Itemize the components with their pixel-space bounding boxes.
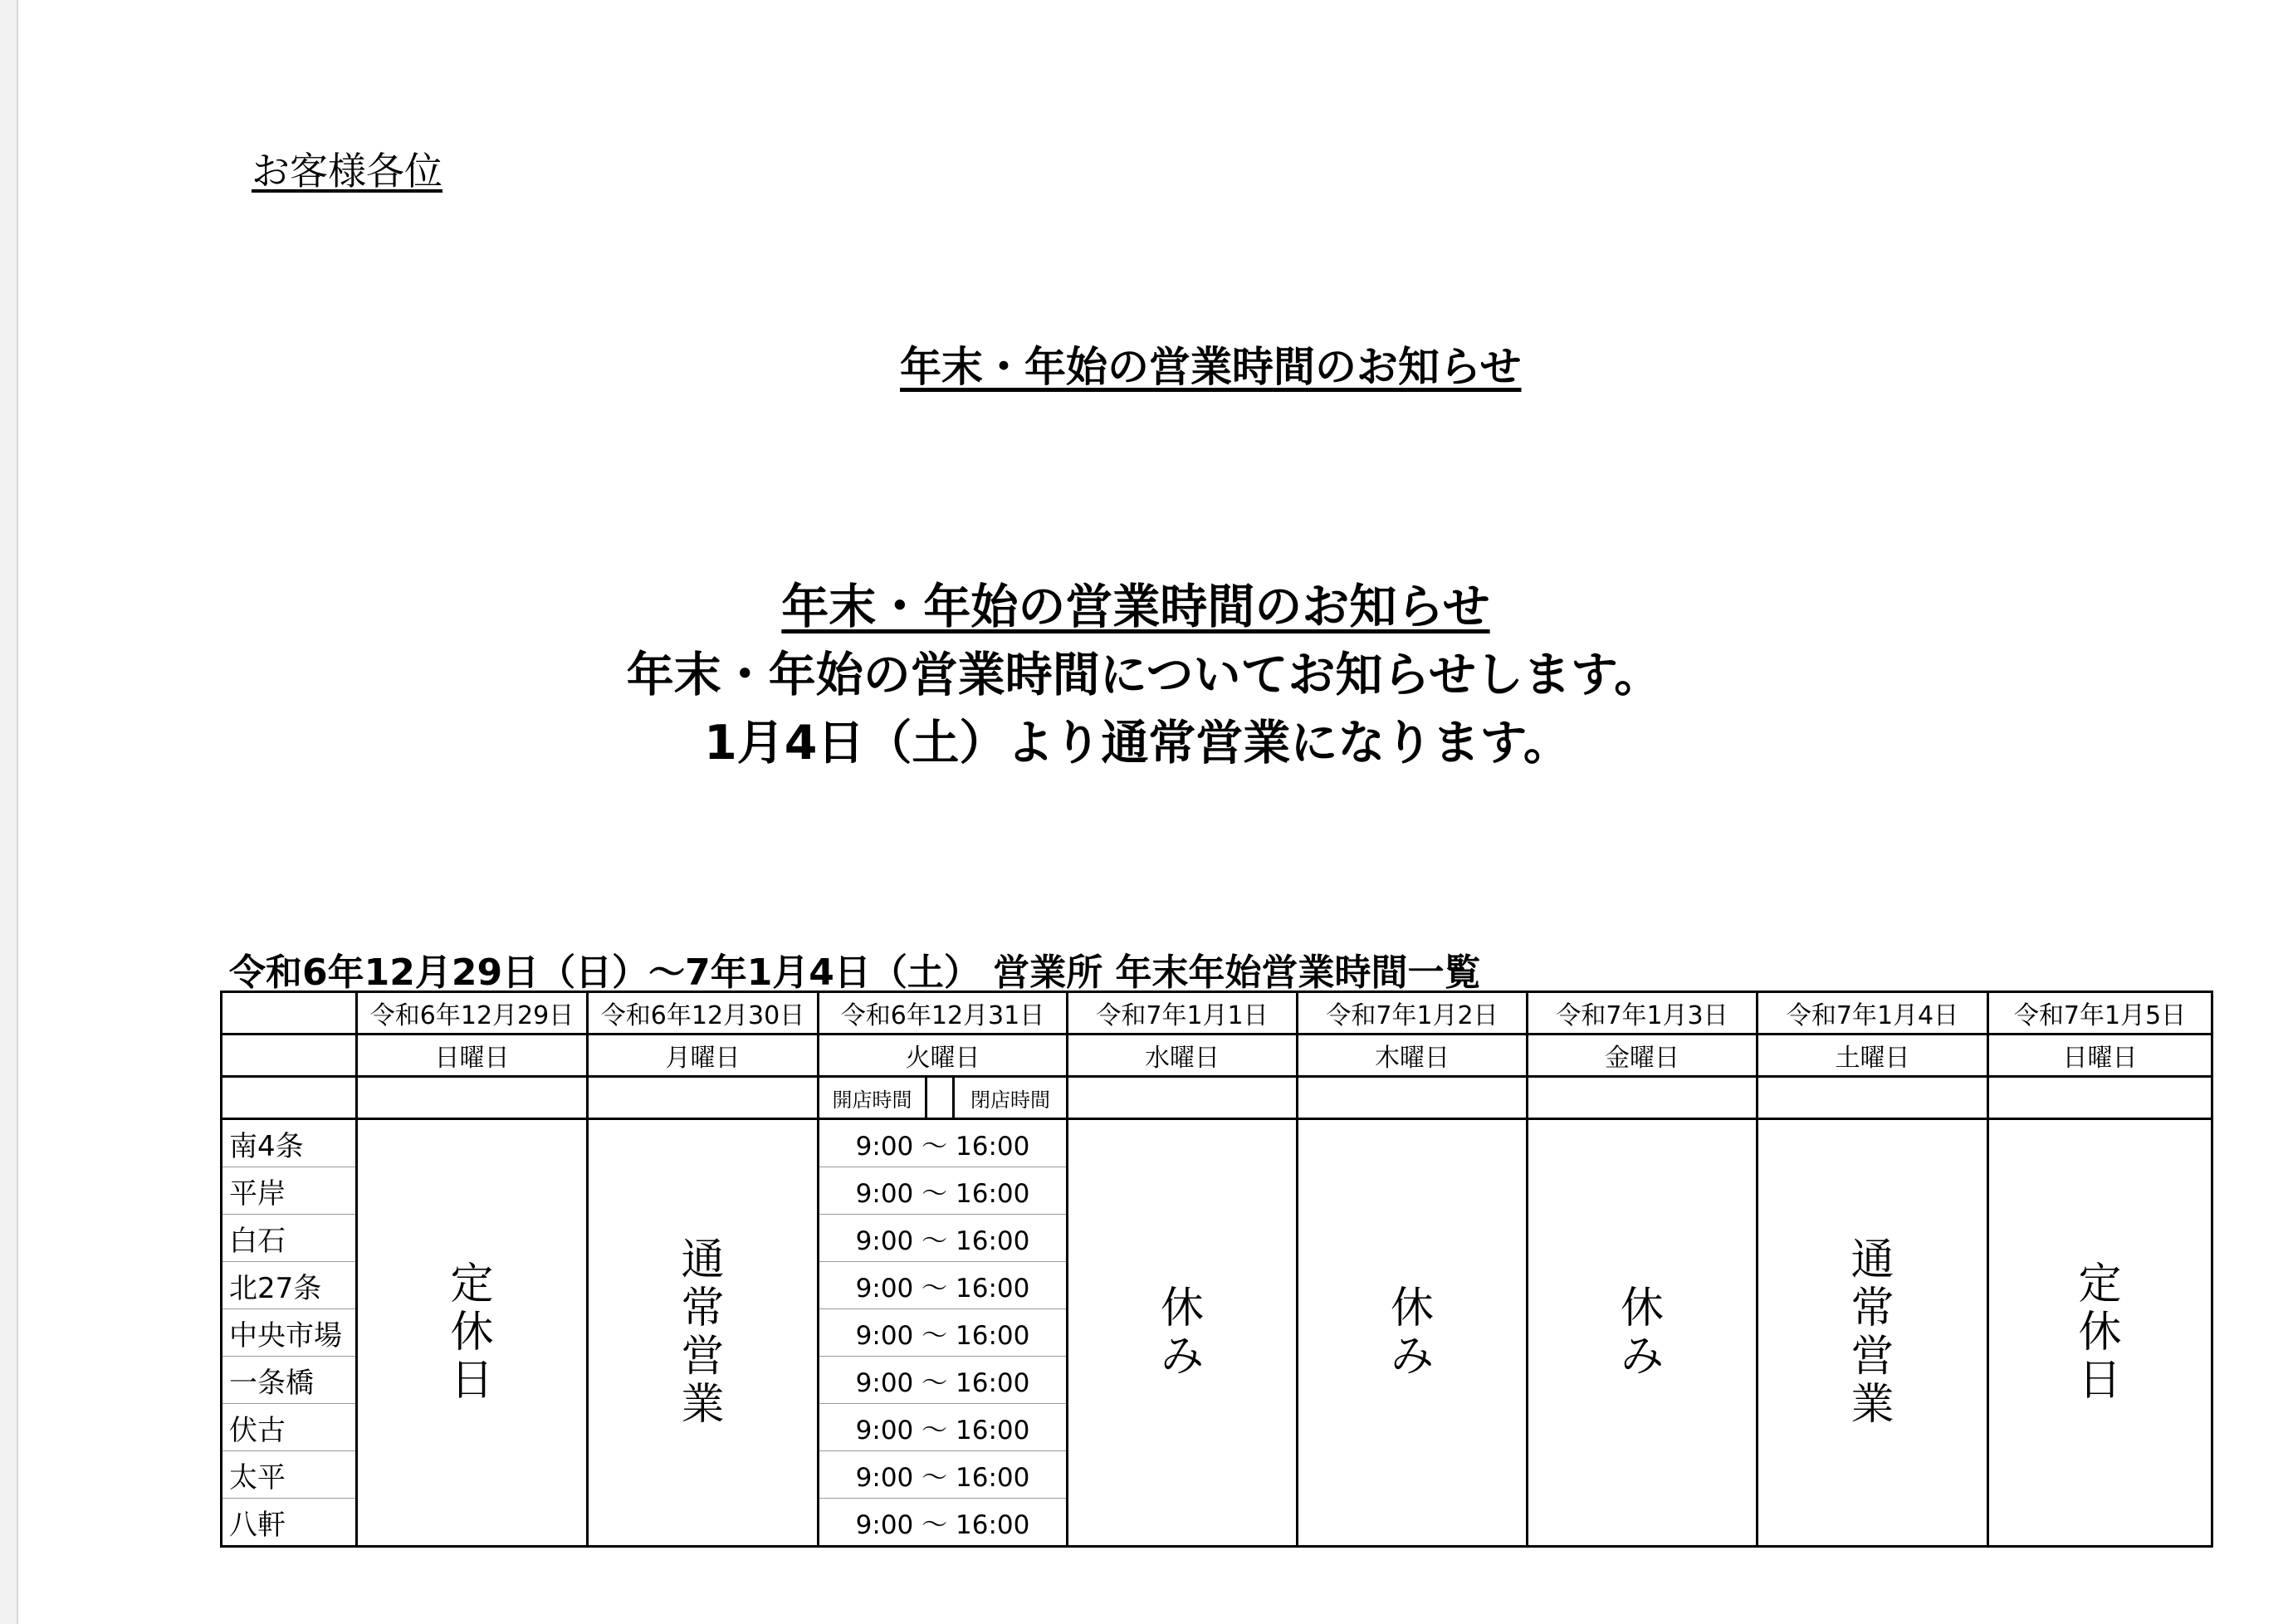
open-time: 9:00 [855, 1462, 914, 1493]
status-jan4 [1758, 1119, 1988, 1547]
weekday-cell: 月曜日 [588, 1035, 819, 1077]
time-separator: ～ [922, 1462, 948, 1493]
empty-cell [222, 1077, 357, 1119]
time-cell [819, 1309, 1068, 1357]
status-jan2 [1298, 1119, 1528, 1547]
date-cell: 令和6年12月31日 [819, 992, 1068, 1035]
status-char: 通 [681, 1235, 725, 1285]
open-time: 9:00 [855, 1415, 914, 1445]
close-time: 16:00 [956, 1320, 1030, 1351]
time-separator: ～ [922, 1225, 948, 1256]
store-name: 中央市場 [222, 1309, 357, 1357]
subheader-row [222, 1077, 2212, 1119]
weekday-cell: 日曜日 [1988, 1035, 2212, 1077]
status-jan5 [1988, 1119, 2212, 1547]
store-name: 白石 [222, 1215, 357, 1262]
store-name: 八軒 [222, 1499, 357, 1547]
weekday-cell: 木曜日 [1298, 1035, 1528, 1077]
time-separator: ～ [922, 1320, 948, 1351]
corner-cell [222, 992, 357, 1035]
status-char: 常 [1850, 1284, 1894, 1333]
status-dec29 [357, 1119, 588, 1547]
time-cell [819, 1119, 1068, 1167]
open-time: 9:00 [855, 1320, 914, 1351]
close-time: 16:00 [956, 1131, 1030, 1162]
hours-table [220, 991, 2213, 1548]
status-dec30 [588, 1119, 819, 1547]
separator-header [926, 1077, 954, 1119]
window-left-edge [0, 0, 18, 1624]
status-char: 営 [681, 1332, 725, 1382]
close-time: 16:00 [956, 1415, 1030, 1445]
status-char: み [1620, 1332, 1664, 1382]
time-cell [819, 1499, 1068, 1547]
date-cell: 令和6年12月30日 [588, 992, 819, 1035]
store-name: 南4条 [222, 1119, 357, 1167]
open-time: 9:00 [855, 1131, 914, 1162]
date-cell: 令和7年1月1日 [1068, 992, 1298, 1035]
date-header-row [222, 992, 2212, 1035]
time-separator: ～ [922, 1367, 948, 1398]
table-title: 令和6年12月29日（日）～7年1月4日（土） 営業所 年末年始営業時間一覧 [229, 951, 1481, 994]
time-cell [819, 1404, 1068, 1451]
close-time-header: 閉店時間 [954, 1077, 1068, 1119]
weekday-cell: 金曜日 [1528, 1035, 1758, 1077]
status-char: 休 [1390, 1284, 1434, 1333]
status-char: 日 [450, 1356, 494, 1406]
empty-cell [1068, 1077, 1298, 1119]
announcement-text: 年末・年始の営業時間についてお知らせします。 [626, 648, 1662, 702]
close-time: 16:00 [956, 1178, 1030, 1209]
store-name: 平岸 [222, 1167, 357, 1215]
status-char: 休 [450, 1308, 494, 1357]
close-time: 16:00 [956, 1462, 1030, 1493]
announcement-heading: 年末・年始の営業時間のお知らせ [781, 580, 1490, 634]
empty-cell [588, 1077, 819, 1119]
close-time: 16:00 [956, 1509, 1030, 1540]
empty-cell [357, 1077, 588, 1119]
time-cell [819, 1215, 1068, 1262]
open-time: 9:00 [855, 1178, 914, 1209]
date-cell: 令和7年1月4日 [1758, 992, 1988, 1035]
announcement-resume-date: 1月4日（土）より通常営業になります。 [704, 716, 1571, 770]
status-char: 常 [681, 1284, 725, 1333]
store-name: 一条橋 [222, 1357, 357, 1404]
table-row [222, 1119, 2212, 1167]
store-name: 北27条 [222, 1262, 357, 1309]
status-jan3 [1528, 1119, 1758, 1547]
status-char: 日 [2078, 1356, 2122, 1406]
weekday-header-row [222, 1035, 2212, 1077]
time-cell [819, 1167, 1068, 1215]
close-time: 16:00 [956, 1367, 1030, 1398]
store-name: 太平 [222, 1451, 357, 1499]
empty-cell [1758, 1077, 1988, 1119]
status-jan1 [1068, 1119, 1298, 1547]
time-cell [819, 1357, 1068, 1404]
status-char: 業 [681, 1380, 725, 1430]
status-char: 営 [1850, 1332, 1894, 1382]
announcement [0, 573, 2288, 777]
open-time: 9:00 [855, 1273, 914, 1304]
empty-cell [1298, 1077, 1528, 1119]
close-time: 16:00 [956, 1273, 1030, 1304]
time-separator: ～ [922, 1178, 948, 1209]
close-time: 16:00 [956, 1225, 1030, 1256]
status-char: み [1160, 1332, 1204, 1382]
date-cell: 令和7年1月3日 [1528, 992, 1758, 1035]
time-separator: ～ [922, 1509, 948, 1540]
status-char: 通 [1850, 1235, 1894, 1285]
weekday-cell: 日曜日 [357, 1035, 588, 1077]
time-separator: ～ [922, 1273, 948, 1304]
status-char: 休 [1160, 1284, 1204, 1333]
status-char: 休 [2078, 1308, 2122, 1357]
open-time: 9:00 [855, 1367, 914, 1398]
empty-cell [1988, 1077, 2212, 1119]
weekday-cell: 土曜日 [1758, 1035, 1988, 1077]
weekday-cell: 火曜日 [819, 1035, 1068, 1077]
time-cell [819, 1262, 1068, 1309]
time-cell [819, 1451, 1068, 1499]
time-separator: ～ [922, 1415, 948, 1445]
store-name: 伏古 [222, 1404, 357, 1451]
date-cell: 令和7年1月5日 [1988, 992, 2212, 1035]
status-char: み [1390, 1332, 1434, 1382]
status-char: 定 [450, 1260, 494, 1309]
empty-cell [1528, 1077, 1758, 1119]
status-char: 業 [1850, 1380, 1894, 1430]
greeting: お客様各位 [252, 149, 442, 193]
date-cell: 令和7年1月2日 [1298, 992, 1528, 1035]
date-cell: 令和6年12月29日 [357, 992, 588, 1035]
page-title: 年末・年始の営業時間のお知らせ [900, 343, 1522, 391]
open-time: 9:00 [855, 1509, 914, 1540]
weekday-cell: 水曜日 [1068, 1035, 1298, 1077]
status-char: 休 [1620, 1284, 1664, 1333]
corner-cell [222, 1035, 357, 1077]
status-char: 定 [2078, 1260, 2122, 1309]
open-time: 9:00 [855, 1225, 914, 1256]
open-time-header: 開店時間 [819, 1077, 926, 1119]
time-separator: ～ [922, 1131, 948, 1162]
